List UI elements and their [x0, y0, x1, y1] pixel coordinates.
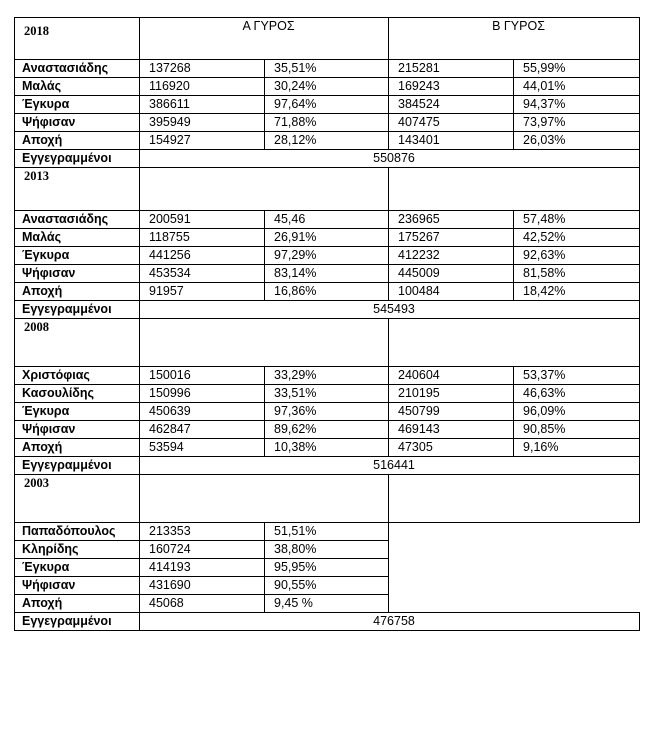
row-label: Παπαδόπουλος: [15, 523, 140, 541]
round-a-votes: 462847: [140, 421, 265, 439]
round-a-percent: 83,14%: [265, 265, 389, 283]
round-b-percent: 26,03%: [514, 132, 640, 150]
empty-space: [389, 541, 640, 559]
row-label: Έγκυρα: [15, 403, 140, 421]
round-a-votes: 453534: [140, 265, 265, 283]
blank-cell: [140, 475, 389, 523]
table-row: [15, 211, 640, 229]
round-b-votes: 100484: [389, 283, 514, 301]
round-b-votes: 210195: [389, 385, 514, 403]
registered-label: Εγγεγραμμένοι: [15, 613, 140, 631]
round-a-percent: 26,91%: [265, 229, 389, 247]
registered-total: 476758: [140, 613, 640, 631]
round-b-percent: 90,85%: [514, 421, 640, 439]
registered-total: 545493: [140, 301, 640, 319]
row-label: Κασουλίδης: [15, 385, 140, 403]
registered-label: Εγγεγραμμένοι: [15, 457, 140, 475]
row-label: Έγκυρα: [15, 247, 140, 265]
round-b-percent: 92,63%: [514, 247, 640, 265]
table-row: [15, 132, 640, 150]
row-label: Έγκυρα: [15, 559, 140, 577]
round-b-percent: 73,97%: [514, 114, 640, 132]
row-label: Αποχή: [15, 283, 140, 301]
blank-cell: [140, 319, 389, 367]
round-a-percent: 90,55%: [265, 577, 389, 595]
row-label: Ψήφισαν: [15, 265, 140, 283]
table-row: [15, 595, 640, 613]
blank-cell: [389, 168, 640, 211]
round-b-votes: 384524: [389, 96, 514, 114]
table-row: [15, 114, 640, 132]
blank-cell: [140, 168, 389, 211]
table-row: [15, 385, 640, 403]
row-label: Μαλάς: [15, 229, 140, 247]
round-a-percent: 95,95%: [265, 559, 389, 577]
round-a-percent: 16,86%: [265, 283, 389, 301]
table-row: [15, 96, 640, 114]
row-label: Κληρίδης: [15, 541, 140, 559]
empty-space: [389, 523, 640, 541]
round-b-percent: 57,48%: [514, 211, 640, 229]
round-a-percent: 9,45 %: [265, 595, 389, 613]
table-row: [15, 559, 640, 577]
year-heading-2018: 2018: [15, 18, 140, 60]
blank-cell: [389, 319, 640, 367]
round-b-percent: 96,09%: [514, 403, 640, 421]
round-a-percent: 28,12%: [265, 132, 389, 150]
table-row: [15, 229, 640, 247]
round-a-percent: 38,80%: [265, 541, 389, 559]
table-row: [15, 367, 640, 385]
registered-label: Εγγεγραμμένοι: [15, 150, 140, 168]
row-label: Ψήφισαν: [15, 114, 140, 132]
round-a-votes: 116920: [140, 78, 265, 96]
row-label: Αποχή: [15, 439, 140, 457]
round-a-percent: 30,24%: [265, 78, 389, 96]
table-row: [15, 439, 640, 457]
empty-space: [389, 595, 640, 613]
round-b-percent: 81,58%: [514, 265, 640, 283]
registered-row-2008: [15, 457, 640, 475]
round-b-percent: 18,42%: [514, 283, 640, 301]
round-a-percent: 97,36%: [265, 403, 389, 421]
round-a-votes: 150016: [140, 367, 265, 385]
round-b-percent: 9,16%: [514, 439, 640, 457]
round-a-votes: 118755: [140, 229, 265, 247]
table-row: [15, 421, 640, 439]
table-row: [15, 265, 640, 283]
round-a-percent: 35,51%: [265, 60, 389, 78]
round-a-percent: 33,51%: [265, 385, 389, 403]
round-a-votes: 160724: [140, 541, 265, 559]
year-heading-2013: 2013: [15, 168, 140, 211]
registered-total: 550876: [140, 150, 640, 168]
header-row-2018: [15, 18, 640, 60]
blank-cell: [389, 475, 640, 523]
round-a-percent: 45,46: [265, 211, 389, 229]
round-a-percent: 71,88%: [265, 114, 389, 132]
round-b-votes: 169243: [389, 78, 514, 96]
round-b-votes: 236965: [389, 211, 514, 229]
round-b-percent: 46,63%: [514, 385, 640, 403]
round-a-votes: 45068: [140, 595, 265, 613]
header-row-2003: [15, 475, 640, 523]
round-b-votes: 215281: [389, 60, 514, 78]
round-b-votes: 407475: [389, 114, 514, 132]
round-a-votes: 200591: [140, 211, 265, 229]
round-a-votes: 386611: [140, 96, 265, 114]
round-a-votes: 213353: [140, 523, 265, 541]
table-row: [15, 541, 640, 559]
round-b-percent: 42,52%: [514, 229, 640, 247]
registered-row-2018: [15, 150, 640, 168]
row-label: Μαλάς: [15, 78, 140, 96]
row-label: Αποχή: [15, 132, 140, 150]
round-a-votes: 154927: [140, 132, 265, 150]
row-label: Αποχή: [15, 595, 140, 613]
round-a-votes: 137268: [140, 60, 265, 78]
row-label: Αναστασιάδης: [15, 60, 140, 78]
round-b-votes: 445009: [389, 265, 514, 283]
registered-row-2013: [15, 301, 640, 319]
registered-row-2003: [15, 613, 640, 631]
header-row-2008: [15, 319, 640, 367]
row-label: Ψήφισαν: [15, 421, 140, 439]
table-row: [15, 78, 640, 96]
table-row: [15, 60, 640, 78]
round-a-votes: 431690: [140, 577, 265, 595]
table-row: [15, 523, 640, 541]
row-label: Έγκυρα: [15, 96, 140, 114]
year-heading-2008: 2008: [15, 319, 140, 367]
round-b-votes: 240604: [389, 367, 514, 385]
round-a-votes: 91957: [140, 283, 265, 301]
round-a-percent: 97,29%: [265, 247, 389, 265]
round-a-votes: 450639: [140, 403, 265, 421]
round-a-percent: 33,29%: [265, 367, 389, 385]
round-a-votes: 53594: [140, 439, 265, 457]
round-b-header: Β ΓΥΡΟΣ: [389, 18, 640, 60]
round-a-votes: 414193: [140, 559, 265, 577]
round-b-percent: 53,37%: [514, 367, 640, 385]
table-row: [15, 247, 640, 265]
round-b-votes: 143401: [389, 132, 514, 150]
empty-space: [389, 559, 640, 577]
round-a-percent: 51,51%: [265, 523, 389, 541]
row-label: Ψήφισαν: [15, 577, 140, 595]
round-b-votes: 450799: [389, 403, 514, 421]
round-a-votes: 395949: [140, 114, 265, 132]
registered-label: Εγγεγραμμένοι: [15, 301, 140, 319]
round-b-votes: 469143: [389, 421, 514, 439]
row-label: Χριστόφιας: [15, 367, 140, 385]
round-b-percent: 94,37%: [514, 96, 640, 114]
round-b-votes: 412232: [389, 247, 514, 265]
row-label: Αναστασιάδης: [15, 211, 140, 229]
round-a-votes: 441256: [140, 247, 265, 265]
round-a-percent: 89,62%: [265, 421, 389, 439]
year-heading-2003: 2003: [15, 475, 140, 523]
round-a-percent: 10,38%: [265, 439, 389, 457]
round-a-votes: 150996: [140, 385, 265, 403]
round-a-header: Α ΓΥΡΟΣ: [140, 18, 389, 60]
round-b-votes: 175267: [389, 229, 514, 247]
round-b-percent: 44,01%: [514, 78, 640, 96]
round-b-percent: 55,99%: [514, 60, 640, 78]
table-row: [15, 577, 640, 595]
empty-space: [389, 577, 640, 595]
header-row-2013: [15, 168, 640, 211]
registered-total: 516441: [140, 457, 640, 475]
round-a-percent: 97,64%: [265, 96, 389, 114]
election-results-table: [14, 17, 640, 631]
table-row: [15, 283, 640, 301]
table-row: [15, 403, 640, 421]
round-b-votes: 47305: [389, 439, 514, 457]
